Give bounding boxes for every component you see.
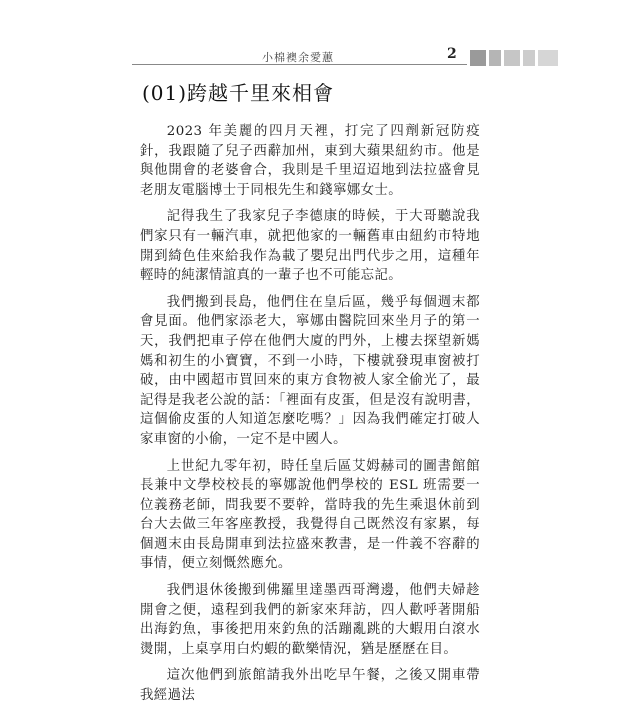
edge-tab bbox=[470, 50, 486, 66]
edge-tab bbox=[538, 50, 558, 66]
page-number: 2 bbox=[447, 46, 457, 62]
paragraph: 我們搬到長島，他們住在皇后區，幾乎每個週末都會見面。他們家添老大，寧娜由醫院回來坐月子的第一天，我們把車子停在他們大廈的門外，上樓去探望新媽媽和初生的小寶寶，不到一小時，下樓就發現車窗被打破，由中國超市買回來的東方食物被人家全偷光了，最記得是我老公說的話：「裡面有皮蛋，但是沒有說明書，這個偷皮蛋的人知道怎麼吃嗎？」因為我們確定打破人家車窗的小偷，一定不是中國人。 bbox=[140, 294, 480, 447]
chapter-title: (01)跨越千里來相會 bbox=[142, 81, 335, 105]
running-header-title: 小棉襖余愛蕙 bbox=[262, 51, 334, 64]
paragraph: 我們退休後搬到佛羅里達墨西哥灣邊，他們夫婦趁開會之便，遠程到我們的新家來拜訪，四人歡呼著開船出海釣魚，事後把用來釣魚的活蹦亂跳的大蝦用白滾水燙開，上桌享用白灼蝦的歡樂情況，猶是歷歷在目。 bbox=[140, 583, 480, 657]
paragraph: 這次他們到旅館請我外出吃早午餐，之後又開車帶我經過法 bbox=[140, 668, 480, 704]
paragraph: 上世紀九零年初，時任皇后區艾姆赫司的圖書館館長兼中文學校校長的寧娜說他們學校的 ESL 班需要一位義務老師，問我要不要幹，當時我的先生乘退休前到台大去做三年客座教授，我覺得自己既然沒有家累，每個週末由長島開車到法拉盛來教書，是一件義不容辭的事情，便立刻慨然應允。 bbox=[140, 458, 480, 572]
header-divider bbox=[132, 64, 467, 65]
paragraph: 2023 年美麗的四月天裡，打完了四劑新冠防疫針，我跟隨了兒子西辭加州，東到大蘋果紐約市。他是與他開會的老婆會合，我則是千里迢迢地到法拉盛會見老朋友電腦博士于同根先生和錢寧娜女士。 bbox=[140, 124, 480, 198]
edge-tab bbox=[504, 50, 520, 66]
paragraph: 記得我生了我家兒子李德康的時候，于大哥聽說我們家只有一輛汽車，就把他家的一輛舊車由紐約市特地開到綺色佳來給我作為載了嬰兒出門代步之用，這種年輕時的純潔情誼真的一輩子也不可能忘記。 bbox=[140, 209, 480, 284]
edge-tab bbox=[523, 50, 535, 66]
edge-tab bbox=[489, 50, 501, 66]
body-text bbox=[140, 122, 480, 713]
edge-tabs bbox=[470, 50, 558, 66]
